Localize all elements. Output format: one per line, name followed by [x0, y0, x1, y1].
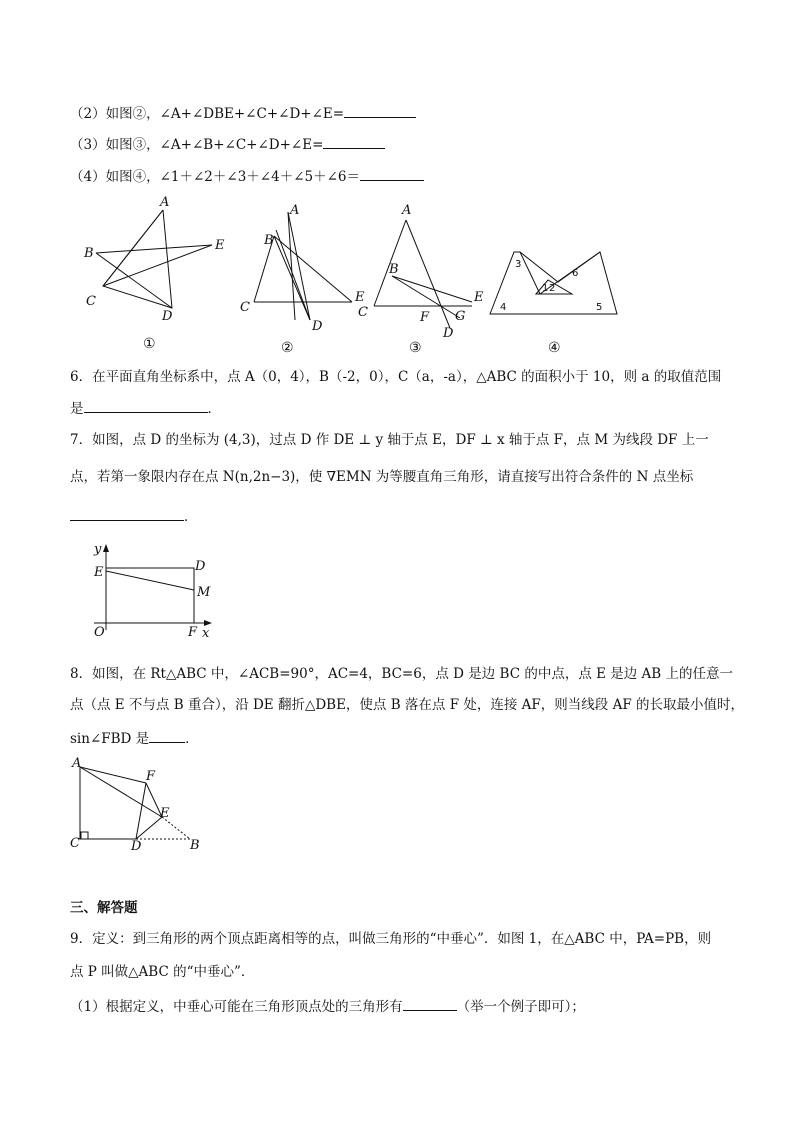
fig4-label-1: 1	[542, 283, 549, 294]
q7-line3: ．	[70, 506, 198, 526]
fig4-label-6: 6	[572, 268, 579, 279]
fig4-caption: ④	[548, 340, 561, 356]
fig2-label-d: D	[312, 319, 323, 334]
fig3-label-a: A	[402, 203, 412, 218]
q8-label-b: B	[190, 838, 200, 853]
q6-line1: 6．在平面直角坐标系中，点 A（0，4），B（-2，0），C（a，-a），△ABC 的面积小于 10，则 a 的取值范围	[70, 369, 722, 385]
q9-line1: 9．定义：到三角形的两个顶点距离相等的点，叫做三角形的“中垂心”．如图 1，在△ABC 中，PA=PB，则	[70, 931, 712, 947]
answer-blank[interactable]	[344, 103, 416, 118]
q7-line2: 点，若第一象限内存在点 N(n,2n−3)，使 ∇EMN 为等腰直角三角形，请直接写出符合条件的 N 点坐标	[70, 469, 694, 485]
q8-line3: sin∠FBD 是 ．	[70, 728, 199, 748]
q5-part2: （2）如图②，∠A+∠DBE+∠C+∠D+∠E=	[70, 103, 416, 123]
fig4-label-3: 3	[515, 259, 522, 270]
q9-line2: 点 P 叫做△ABC 的“中垂心”．	[70, 964, 255, 980]
q7-label-x: x	[202, 626, 210, 641]
fig3-label-g: G	[455, 309, 466, 324]
fig1-label-a: A	[160, 195, 170, 210]
fig3-label-c: C	[358, 305, 368, 320]
fig3-label-f: F	[420, 310, 430, 325]
q9-line3: （1）根据定义，中垂心可能在三角形顶点处的三角形有 （举一个例子即可）；	[70, 996, 585, 1016]
fig1-label-d: D	[162, 309, 173, 324]
fig3-label-b: B	[389, 262, 399, 277]
q5-figures	[0, 190, 794, 360]
answer-blank[interactable]	[84, 398, 208, 413]
fig2-label-a: A	[290, 203, 300, 218]
fig1-label-c: C	[86, 294, 96, 309]
answer-blank[interactable]	[70, 506, 184, 521]
q5-part4: （4）如图④，∠1＋∠2＋∠3＋∠4＋∠5＋∠6＝	[70, 166, 424, 186]
section-title: 三、解答题	[70, 900, 138, 916]
q8-line2: 点（点 E 不与点 B 重合），沿 DE 翻折△DBE，使点 B 落在点 F 处，连接 AF，则当线段 AF 的长取最小值时，	[70, 697, 744, 713]
fig2-label-b: B	[264, 233, 274, 248]
answer-blank[interactable]	[403, 996, 457, 1011]
fig3-label-d: D	[443, 326, 454, 341]
q8-label-d: D	[131, 839, 142, 854]
fig3-caption: ③	[409, 340, 422, 356]
q6-line2: 是 ．	[70, 398, 221, 418]
q8-label-f: F	[146, 769, 156, 784]
fig1-label-b: B	[84, 246, 94, 261]
fig4-label-2: 2	[549, 283, 556, 294]
q5-part3: （3）如图③，∠A+∠B+∠C+∠D+∠E=	[70, 134, 385, 154]
q7-label-m: M	[197, 585, 211, 600]
q8-label-c: C	[70, 836, 80, 851]
fig4-label-4: 4	[500, 302, 507, 313]
q7-label-f: F	[188, 625, 198, 640]
q7-label-o: O	[94, 625, 105, 640]
q7-label-e: E	[94, 565, 104, 580]
q7-figure	[80, 540, 230, 645]
q7-label-d: D	[195, 559, 206, 574]
q8-label-a: A	[72, 756, 82, 771]
q8-figure	[66, 755, 216, 855]
answer-blank[interactable]	[360, 166, 424, 181]
answer-blank[interactable]	[149, 728, 185, 743]
fig1-label-e: E	[215, 238, 225, 253]
q8-line1: 8．如图，在 Rt△ABC 中，∠ACB=90°，AC=4，BC=6，点 D 是边 BC 的中点，点 E 是边 AB 上的任意一	[70, 666, 734, 682]
q8-label-e: E	[160, 806, 170, 821]
fig4-label-5: 5	[596, 302, 603, 313]
figure-2	[254, 212, 352, 320]
answer-blank[interactable]	[323, 134, 385, 149]
figure-1-star	[96, 210, 212, 308]
fig2-caption: ②	[281, 340, 294, 356]
q7-line1: 7．如图，点 D 的坐标为 (4,3)，过点 D 作 DE ⊥ y 轴于点 E，DF ⊥ x 轴于点 F，点 M 为线段 DF 上一	[70, 432, 709, 448]
fig1-caption: ①	[143, 336, 156, 352]
q7-label-y: y	[94, 542, 102, 557]
fig3-label-e: E	[474, 290, 484, 305]
fig2-label-c: C	[240, 300, 250, 315]
fig2-label-e: E	[355, 290, 365, 305]
